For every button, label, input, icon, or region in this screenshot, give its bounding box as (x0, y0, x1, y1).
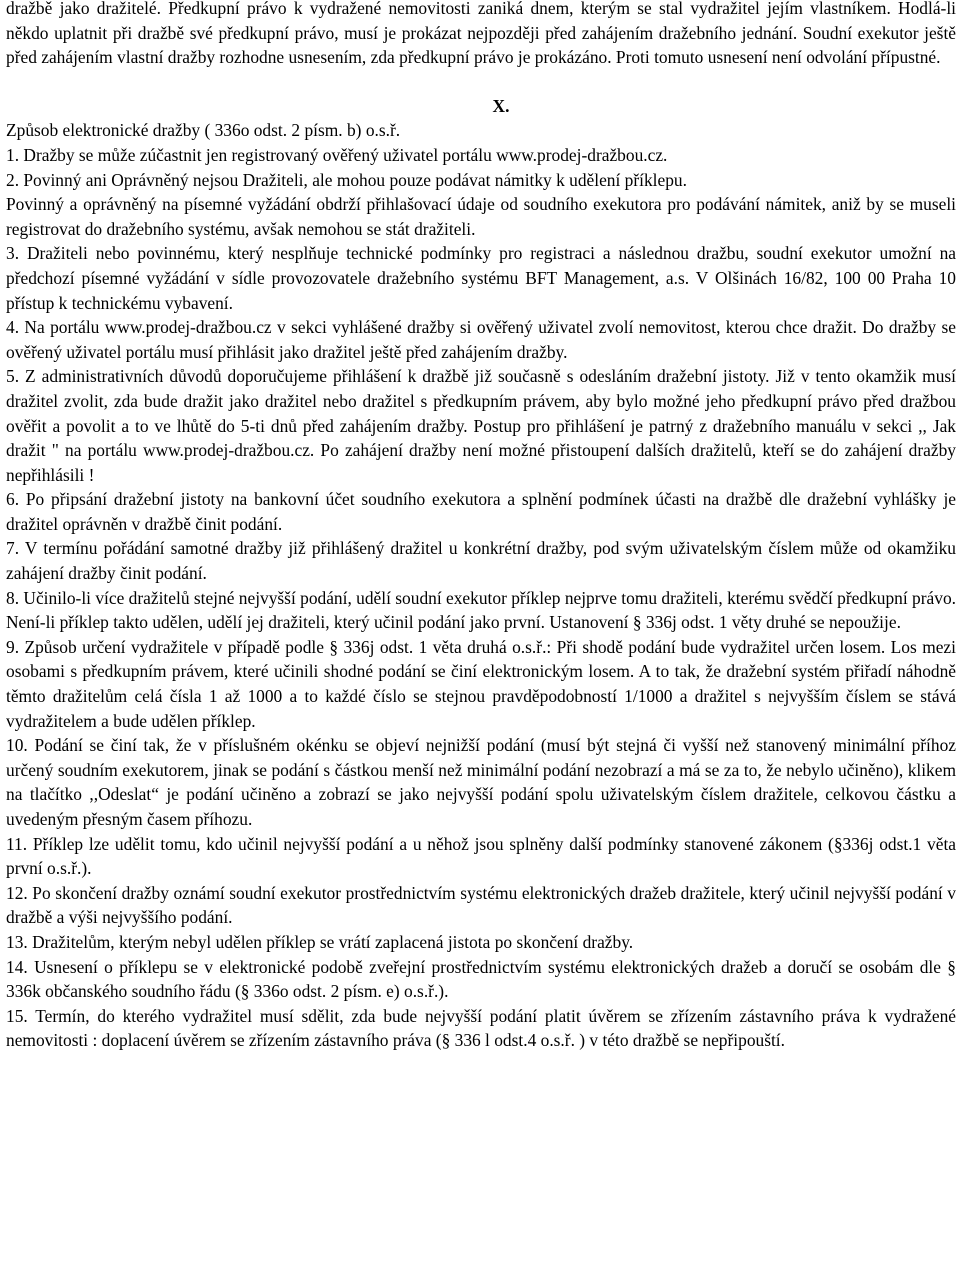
list-item: 5. Z administrativních důvodů doporučujeme přihlášení k dražbě již současně s odesláním dražební jistoty. Již v tento okamžik musí dražitel zvolit, zda bude dražit jako dražitel nebo dražitel s předkupním právem, aby bylo možné jeho předkupní právo před dražbou ověřit a povolit a to ve lhůtě do 5-ti dnů před zahájením dražby. Postup pro přihlášení je patrný z dražebního manuálu v sekci ,, Jak dražit " na portálu www.prodej-dražbou.cz. Po zahájení dražby není možné přistoupení dalších dražitelů, kteří se do zahájení dražby nepřihlásili ! (6, 366, 956, 485)
list-item: 6. Po připsání dražební jistoty na bankovní účet soudního exekutora a splnění podmínek účasti na dražbě dle dražební vyhlášky je dražitel oprávněn v dražbě činit podání. (6, 489, 956, 534)
list-item: 12. Po skončení dražby oznámí soudní exekutor prostřednictvím systému elektronických dražeb dražitele, který učinil nejvyšší podání v dražbě a výši nejvyššího podání. (6, 882, 956, 928)
list-item: 3. Dražiteli nebo povinnému, který nesplňuje technické podmínky pro registraci a následnou dražbu, soudní exekutor umožní na předchozí písemné vyžádání v sídle provozovatele dražebního systému BFT Management, a.s. V Olšinách 16/82, 100 00 Praha 10 přístup k technickému vybavení. (6, 243, 956, 313)
list-item: 4. Na portálu www.prodej-dražbou.cz v sekci vyhlášené dražby si ověřený uživatel zvolí nemovitost, kterou chce dražit. Do dražby se ověřený uživatel portálu musí přihlásit jako dražitel ještě před zahájením dražby. (6, 317, 956, 362)
list-item: 7. V termínu pořádání samotné dražby již přihlášený dražitel u konkrétní dražby, pod svým uživatelským číslem může od okamžiku zahájení dražby činit podání. (6, 538, 956, 584)
list-item: 13. Dražitelům, kterým nebyl udělen příklep se vrátí zaplacená jistota po skončení dražby. (6, 931, 634, 952)
document-page (6, 0, 956, 1053)
list-item: 15. Termín, do kterého vydražitel musí sdělit, zda bude nejvyšší podání platit úvěrem se zřízením zástavního práva k vydražené nemovitosti : doplacení úvěrem se zřízením zástavního práva (§ 336 l odst.4 o.s.ř. ) v této dražbě se nepřipouští. (6, 1005, 956, 1051)
list-item: 10. Podání se činí tak, že v příslušném okénku se objeví nejnižší podání (musí být stejná či vyšší než stanovený minimální příhoz určený soudním exekutorem, jinak se podání s částkou menší než minimální podání nezobrazí a má se za to, že nebylo učiněno), klikem na tlačítko ,,Odeslat“ je podání učiněno a zobrazí se jako nejvyšší podání spolu uživatelským číslem dražitele, celkovou částku a uvedeným přesným časem příhozu. (6, 735, 956, 829)
list-item: 2. Povinný ani Oprávněný nejsou Dražiteli, ale mohou pouze podávat námitky k udělení příklepu. (6, 169, 687, 190)
intro-paragraph: dražbě jako dražitelé. Předkupní právo k vydražené nemovitosti zaniká dnem, kterým se stal vydražitel jejím vlastníkem. Hodlá-li někdo uplatnit při dražbě své předkupní právo, musí je prokázat nejpozději před zahájením dražebního jednání. Soudní exekutor ještě před zahájením vlastní dražby rozhodne usnesením, zda předkupní právo je prokázáno. Proti tomuto usnesení není odvolání přípustné. (6, 0, 956, 68)
section-number: X. (492, 95, 510, 116)
spacer (6, 70, 956, 94)
list-item: 14. Usnesení o příklepu se v elektronické podobě zveřejní prostřednictvím systému elektronických dražeb a doručí se osobám dle § 336k občanského soudního řádu (§ 336o odst. 2 písm. e) o.s.ř.). (6, 956, 956, 1002)
list-item: 8. Učinilo-li více dražitelů stejné nejvyšší podání, udělí soudní exekutor příklep nejprve tomu dražiteli, kterému svědčí předkupní právo. Není-li příklep takto udělen, udělí jej dražiteli, který učinil podání jako první. Ustanovení § 336j odst. 1 věty druhé se nepoužije. (6, 587, 956, 633)
list-item: Povinný a oprávněný na písemné vyžádání obdrží přihlašovací údaje od soudního exekutora pro podávání námitek, aniž by se museli registrovat do dražebního systému, avšak nemohou se stát dražiteli. (6, 194, 956, 239)
section-title: Způsob elektronické dražby ( 336o odst. 2 písm. b) o.s.ř. (6, 120, 401, 141)
list-item: 11. Příklep lze udělit tomu, kdo učinil nejvyšší podání a u něhož jsou splněny další podmínky stanovené zákonem (§336j odst.1 věta první o.s.ř.). (6, 833, 956, 879)
list-item: 9. Způsob určení vydražitele v případě podle § 336j odst. 1 věta druhá o.s.ř.: Při shodě podání bude vydražitel určen losem. Los mezi osobami s předkupním právem, které učinili shodné podání se činí elektronickým losem. A to tak, že dražební systém přiřadí náhodně těmto dražitelům celá čísla 1 až 1000 a to každé číslo se stejnou pravděpodobností 1/1000 a dražitel s nejvyšším číslem se stává vydražitelem a bude udělen příklep. (6, 636, 956, 731)
list-item: 1. Dražby se může zúčastnit jen registrovaný ověřený uživatel portálu www.prodej-dražbou.cz. (6, 144, 668, 165)
